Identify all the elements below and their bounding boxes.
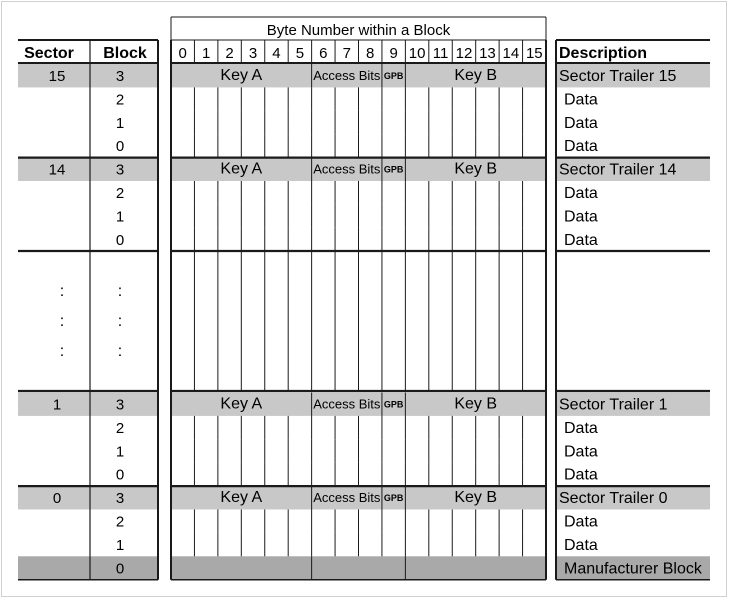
- block-number: 1: [115, 443, 125, 461]
- key-a-label: Key A: [220, 489, 263, 507]
- block-description: Data: [564, 208, 598, 226]
- key-b-label: Key B: [454, 67, 498, 84]
- block-description: Sector Trailer 1: [559, 396, 668, 414]
- block-number: 1: [115, 208, 125, 226]
- byte-number-label: 7: [342, 45, 351, 62]
- block-description: Data: [564, 443, 598, 461]
- block-description: Data: [564, 466, 598, 484]
- block-description: Data: [564, 513, 598, 531]
- byte-number-label: 8: [366, 45, 375, 62]
- key-b-label: Key B: [454, 395, 498, 413]
- block-number: 0: [115, 231, 125, 249]
- block-description: Data: [564, 419, 598, 437]
- block-description: Data: [564, 185, 598, 202]
- byte-number-label: 12: [455, 45, 473, 62]
- block-number: 3: [115, 68, 125, 85]
- gpb-label: GPB: [383, 493, 404, 504]
- sector-ellipsis: :: [59, 343, 65, 360]
- access-bits-label: Access Bits: [313, 396, 381, 412]
- key-b-label: Key B: [454, 489, 498, 507]
- block-description: Sector Trailer 0: [559, 490, 668, 508]
- byte-number-label: 3: [248, 45, 258, 62]
- block-description: Data: [564, 231, 598, 249]
- byte-number-label: 0: [178, 45, 187, 62]
- block-ellipsis: :: [117, 343, 123, 360]
- block-number: 2: [115, 419, 125, 437]
- block-number: 1: [115, 536, 125, 554]
- key-b-label: Key B: [454, 160, 498, 178]
- sector-ellipsis: :: [59, 313, 65, 330]
- key-a-label: Key A: [220, 67, 263, 84]
- access-bits-label: Access Bits: [313, 68, 381, 83]
- block-number: 3: [115, 161, 125, 179]
- block-ellipsis: :: [117, 283, 123, 300]
- block-number: 0: [115, 560, 125, 578]
- block-description: Sector Trailer 14: [559, 161, 677, 179]
- sector-number: 14: [48, 161, 66, 179]
- sector-ellipsis: :: [59, 283, 65, 300]
- byte-number-label: 4: [272, 45, 281, 62]
- access-bits-label: Access Bits: [313, 161, 381, 177]
- block-number: 2: [115, 185, 125, 202]
- manufacturer-row-fill-bytes: [171, 556, 546, 579]
- sector-number: 1: [52, 396, 62, 414]
- gpb-label: GPB: [383, 164, 404, 175]
- sector-number: 15: [48, 68, 66, 85]
- block-number: 3: [115, 396, 125, 414]
- byte-number-label: 6: [319, 45, 328, 62]
- byte-number-label: 9: [389, 45, 398, 62]
- block-description: Data: [564, 114, 598, 132]
- block-description: Data: [564, 91, 598, 109]
- gpb-label: GPB: [383, 399, 404, 410]
- block-number: 2: [115, 91, 125, 109]
- block-ellipsis: :: [117, 313, 123, 330]
- header-description: Description: [559, 45, 648, 62]
- byte-number-label: 14: [502, 45, 520, 62]
- key-a-label: Key A: [220, 160, 263, 178]
- block-number: 1: [115, 114, 125, 132]
- manufacturer-row-fill-sector: [18, 556, 90, 579]
- block-number: 0: [115, 466, 125, 484]
- header-block: Block: [103, 45, 147, 62]
- block-number: 0: [115, 138, 125, 156]
- block-description: Manufacturer Block: [564, 560, 702, 578]
- gpb-label: GPB: [383, 71, 404, 81]
- access-bits-label: Access Bits: [313, 490, 381, 506]
- block-description: Sector Trailer 15: [559, 68, 677, 85]
- byte-number-label: 2: [225, 45, 234, 62]
- byte-number-label: 10: [408, 45, 426, 62]
- sector-number: 0: [52, 490, 62, 508]
- header-sector: Sector: [24, 45, 74, 62]
- block-number: 3: [115, 490, 125, 508]
- block-description: Data: [564, 138, 598, 156]
- diagram-title: Byte Number within a Block: [266, 22, 451, 39]
- block-number: 2: [115, 513, 125, 531]
- key-a-label: Key A: [220, 395, 263, 413]
- byte-number-label: 5: [295, 45, 305, 62]
- byte-number-label: 15: [525, 45, 543, 62]
- byte-number-label: 13: [479, 45, 496, 62]
- byte-number-label: 1: [201, 45, 211, 62]
- byte-number-label: 11: [432, 45, 449, 62]
- block-description: Data: [564, 536, 598, 554]
